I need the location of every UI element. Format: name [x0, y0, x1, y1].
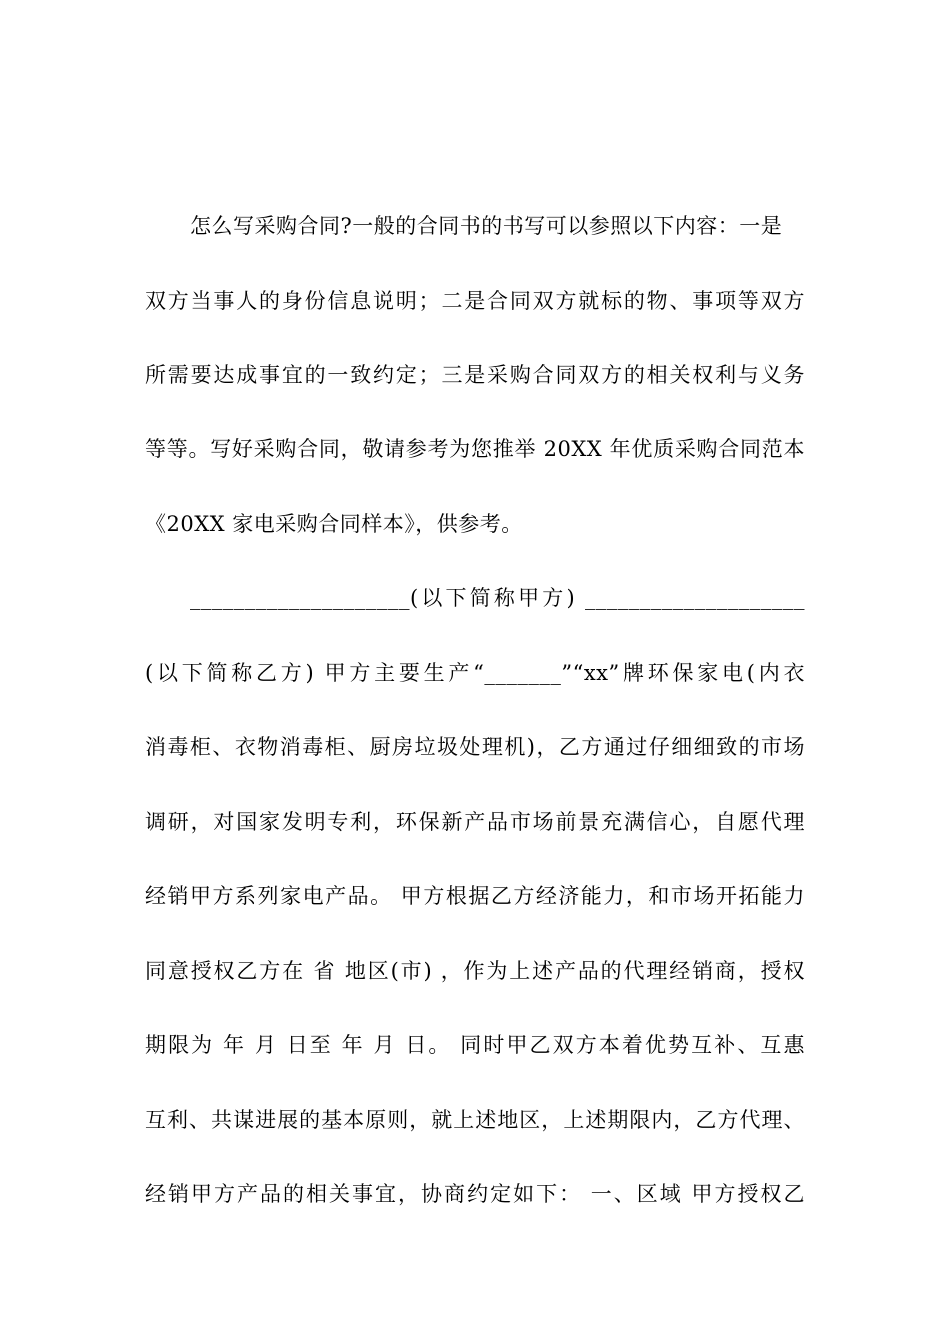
contract-line-7: 期限为 年 月 日至 年 月 日。 同时甲乙双方本着优势互补、互惠 — [145, 1033, 805, 1057]
contract-line-8: 互利、共谋进展的基本原则，就上述地区，上述期限内，乙方代理、 — [145, 1108, 805, 1132]
contract-line-9: 经销甲方产品的相关事宜，协商约定如下： 一、区域 甲方授权乙 — [145, 1182, 805, 1206]
contract-line-2: (以下简称乙方) 甲方主要生产“_______”“xx”牌环保家电(内衣 — [145, 661, 805, 685]
intro-line-1: 怎么写采购合同?一般的合同书的书写可以参照以下内容：一是 — [190, 214, 783, 238]
intro-line-2: 双方当事人的身份信息说明；二是合同双方就标的物、事项等双方 — [145, 289, 805, 313]
intro-line-5: 《20XX 家电采购合同样本》，供参考。 — [145, 512, 523, 536]
contract-line-6: 同意授权乙方在 省 地区(市) ，作为上述产品的代理经销商，授权 — [145, 959, 805, 983]
contract-line-3: 消毒柜、衣物消毒柜、厨房垃圾处理机)，乙方通过仔细细致的市场 — [145, 735, 805, 759]
contract-line-1: ____________________(以下简称甲方) ____________________ — [190, 586, 805, 610]
contract-line-5: 经销甲方系列家电产品。 甲方根据乙方经济能力，和市场开拓能力 — [145, 884, 805, 908]
intro-line-3: 所需要达成事宜的一致约定；三是采购合同双方的相关权利与义务 — [145, 363, 805, 387]
intro-line-4: 等等。写好采购合同，敬请参考为您推举 20XX 年优质采购合同范本 — [145, 437, 805, 461]
contract-line-4: 调研，对国家发明专利，环保新产品市场前景充满信心，自愿代理 — [145, 810, 805, 834]
